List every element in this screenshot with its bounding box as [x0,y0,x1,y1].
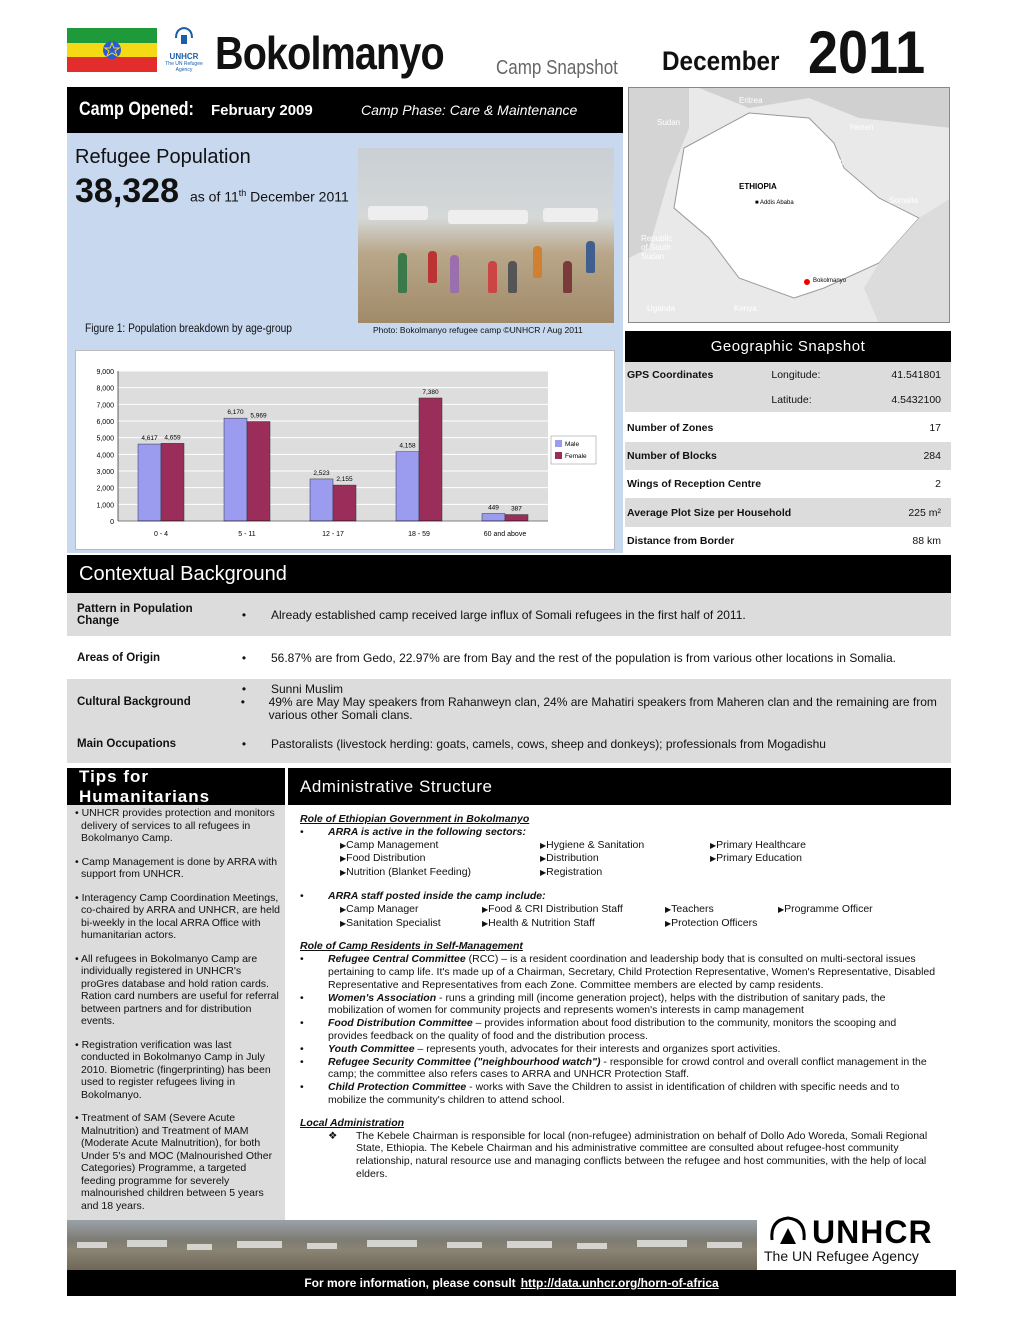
admin-residents-title: Role of Camp Residents in Self-Management [300,940,523,953]
chart-y-tick-label: 5,000 [96,435,114,443]
ethiopia-flag-icon [67,28,157,72]
unhcr-logo [760,1212,956,1272]
chart-bar-female [161,443,184,521]
arra-sector-item: ▶ Registration [540,866,710,880]
arra-staff-item: ▶ Protection Officers [665,917,778,931]
population-chart-svg [76,351,614,549]
resident-committee-text: (RCC) – is a resident coordination and leadership body that is consulted on multi-sectoral issues pertaining to camp life. It's made up of a Chairman, Secretary, Child Protection Representative, Women's Representative, Disabled Representative and Representatives from each Zone. Committee members are elected by camp residents. [328,953,936,991]
arra-staff-item: ▶ Teachers [665,903,778,917]
report-month: December [662,46,780,76]
geo-row-label: Wings of Reception Centre [627,478,762,490]
chart-x-tick-label: 0 - 4 [153,531,169,538]
map-label-uganda: Uganda [647,304,676,313]
geo-row-wings [625,470,951,498]
chart-bar-female [333,485,356,521]
resident-committee-text: – represents youth, advocates for their interests and organizes sport activities. [414,1042,781,1055]
tip-item: • UNHCR provides protection and monitors delivery of services to all refugees in Bokolmanyo Camp. [75,807,275,844]
chart-y-tick-label: 1,000 [96,502,114,510]
context-row-occupations: Main Occupations • Pastoralists (livestock herding: goats, camels, cows, sheep and donkeys); professionals from Mogadishu [67,725,951,763]
geo-row-label: Number of Blocks [627,450,717,462]
admin-structure-title: Administrative Structure [288,768,951,805]
chart-data-label: 5,969 [250,412,267,420]
geo-latitude-label: Latitude: [771,393,812,406]
geo-gps-label: GPS Coordinates [627,368,714,381]
context-row-label: Cultural Background [77,695,191,708]
resident-committee-text: - responsible for crowd control and overall conflict management in the camp; the committee also refers cases to ARRA and UNHCR Protection Staff. [328,1055,927,1081]
contextual-background-title: Contextual Background [67,555,951,593]
map-label-kenya: Kenya [734,304,757,313]
geo-longitude-value: 41.541801 [891,368,941,381]
unhcr-small-tagline: The UN Refugee Agency [165,61,203,73]
admin-local-title: Local Administration [300,1116,405,1129]
map-label-eritrea: Eritrea [739,96,763,105]
chart-data-label: 449 [488,504,499,512]
map-label-djibouti: Djibouti [817,158,844,167]
resident-committee-name: Child Protection Committee [328,1081,467,1094]
resident-committee-name: Youth Committee [328,1042,415,1055]
chart-y-tick-label: 0 [110,519,114,526]
map-label-camp: Bokolmanyo [813,278,847,284]
chart-bar-male [396,452,419,521]
context-row-item: Sunni Muslim [271,681,344,696]
arra-staff-item: ▶ Health & Nutrition Staff [482,917,665,931]
geo-row-longitude [625,362,951,387]
arra-staff-item: ▶ Camp Manager [340,903,482,917]
chart-x-tick-label: 12 - 17 [322,531,344,538]
arra-sector-item: ▶ Distribution [540,852,710,866]
arra-sector-item: ▶ Hygiene & Sanitation [540,839,710,853]
arra-staff-title: ARRA staff posted inside the camp include: [328,889,546,902]
unhcr-hands-icon [173,26,195,50]
chart-data-label: 4,659 [164,434,181,442]
chart-y-tick-label: 9,000 [96,369,114,376]
arra-sector-item: ▶ Primary Healthcare [710,839,910,853]
arra-sector-item: ▶ Camp Management [340,839,540,853]
photo-caption: Photo: Bokolmanyo refugee camp ©UNHCR / Aug 2011 [373,325,583,335]
admin-local-text: The Kebele Chairman is responsible for local (non-refugee) administration on behalf of Dollo Ado Woreda, Somali Regional State, Ethiopia. The Kebele Chairman and his administrative committee are consulted about refugee-host community relationship, natural resource use and managing conflicts between the refugee and host communities, with the help of local elders. [356,1129,928,1180]
geo-row-label: Average Plot Size per Household [627,506,792,519]
map-label-sudan: Sudan [657,118,681,127]
chart-x-tick-label: 5 - 11 [238,531,256,538]
chart-bar-male [224,418,247,521]
unhcr-logo-text: UNHCR [812,1214,933,1250]
geo-row-zones [625,414,951,442]
camp-photo [358,148,614,323]
tips-title: Tips for Humanitarians [67,768,285,805]
chart-legend-label: Male [565,441,580,448]
snapshot-label: Camp Snapshot [496,57,618,79]
tip-item: • All refugees in Bokolmanyo Camp are individually registered in UNHCR's proGres database and hold ration cards. Ration card numbers are useful for referral between partners and for distribution events. [75,952,279,1027]
map-label-ethiopia: ETHIOPIA [739,182,777,191]
chart-data-label: 4,158 [399,442,416,450]
chart-data-label: 6,170 [227,409,244,417]
arra-staff-item: ▶ Food & CRI Distribution Staff [482,903,665,917]
chart-y-tick-label: 3,000 [96,469,114,476]
population-number: 38,328 [75,172,179,210]
context-row-item: Pastoralists (livestock herding: goats, camels, cows, sheep and donkeys); professionals from Mogadishu [271,737,826,751]
population-as-of: as of 11th December 2011 [190,188,349,205]
camp-panorama-photo [67,1220,757,1270]
geo-row-value: 284 [923,450,941,462]
geo-row-label: Number of Zones [627,422,714,434]
camp-name: Bokolmanyo [215,27,444,79]
chart-bar-female [505,515,528,521]
chart-y-tick-label: 8,000 [96,385,114,393]
map-label-somalia: Somalia [889,196,918,205]
chart-bar-male [310,479,333,521]
footer-info-bar [67,1270,956,1296]
chart-legend-swatch [555,440,562,447]
resident-committee-name: Food Distribution Committee [328,1017,473,1030]
geo-row-label: Distance from Border [627,535,735,547]
unhcr-logo-tagline: The UN Refugee Agency [764,1248,919,1264]
resident-committee-name: Refugee Central Committee [328,953,466,966]
arra-sectors-list [300,839,937,880]
chart-legend-label: Female [565,453,587,460]
camp-phase: Camp Phase: Care & Maintenance [361,102,578,118]
arra-staff-item: ▶ Sanitation Specialist [340,917,482,931]
footer-info-link[interactable]: http://data.unhcr.org/horn-of-africa [520,1276,719,1290]
tips-list [67,805,285,1220]
resident-committee-text: – provides information about food distribution to the community, monitors the scooping and provides feedback on the quality of food and the distribution process. [328,1017,897,1042]
geo-snapshot-title: Geographic Snapshot [625,331,951,362]
chart-x-tick-label: 60 and above [483,531,527,538]
chart-bar-male [482,514,505,521]
tip-item: • Treatment of SAM (Severe Acute Malnutrition) and Treatment of MAM (Moderate Acute Malnutrition), for both Under 5's and MOC (Malnourished Other Categories) Programme, a targeted feeding programme for severely malnourished children between 5 years and 18 years. [75,1112,273,1212]
chart-y-tick-label: 7,000 [96,402,114,410]
resident-committee-name: Refugee Security Committee ("neighbourhood watch") [328,1055,601,1068]
admin-gov-title: Role of Ethiopian Government in Bokolmanyo [300,813,530,825]
population-chart [75,350,615,550]
chart-data-label: 4,617 [141,435,158,443]
chart-data-label: 7,380 [422,389,439,396]
tip-item: • Registration verification was last conducted in Bokolmanyo Camp in July 2010. Biometric (fingerprinting) has been used to register refugees living in Bokolmanyo. [75,1038,271,1101]
figure-caption: Figure 1: Population breakdown by age-group [85,321,292,335]
geo-row-value: 225 m² [908,506,941,519]
map-label-yemen: Yemen [849,123,874,132]
chart-x-tick-label: 18 - 59 [408,531,430,538]
footer-info-text: For more information, please consult [304,1276,516,1290]
camp-opened-label: Camp Opened: [79,99,194,120]
arra-sector-item: ▶ Food Distribution [340,852,540,866]
geo-latitude-value: 4.5432100 [891,393,941,406]
chart-bar-female [419,398,442,521]
geo-row-distance [625,527,951,555]
unhcr-small-text: UNHCR [169,52,199,61]
context-row-culture: Cultural Background • Sunni Muslim • 49% are May May speakers from Rahanweyn clan, 24% are Mahatiri speakers from Maheren clan and the remaining are from various other Somali clans. [67,679,951,725]
context-row-label: Areas of Origin [77,652,161,664]
admin-structure: Role of Ethiopian Government in Bokolmanyo • ARRA is active in the following sectors: ▶ Camp Management ▶ Hygiene & Sanitation ▶ Primary Healthcare ▶ Food Distribution ▶ Distribution ▶ Primary Education ▶ Nutrition (Blanket Feeding) ▶ Registration • ARRA staff posted inside the camp include: ▶ Camp Manager ▶ Food & CRI Distribution Staff ▶ Teachers ▶ Programme Officer ▶ Sanitation Specialist ▶ Health & Nutrition Staff ▶ Protection Officers Role of Camp Residents in Self-Management • Refugee Central Committee (RCC) – is a resident coordination and leadership body that is consulted on multi-sectoral issues pertaining to camp life. It's made up of a Chairman, Secretary, Child Protection Representative, Women's Representative, Disabled Representative and Representatives from each Zone. Committee members are elected by camp residents. • Women's Association - runs a grinding mill (income generation project), helps with the distribution of sanitary pads, the mobilization of women for community projects and represents women's interests in camp management • Food Distribution Committee – provides information about food distribution to the community, monitors the scooping and provides feedback on the quality of food and the distribution process. • Youth Committee – represents youth, advocates for their interests and organizes sport activities. • Refugee Security Committee ("neighbourhood watch") - responsible for crowd control and overall conflict management in the camp; the committee also refers cases to ARRA and UNHCR Protection Staff. • Child Protection Committee - works with Save the Children to assist in identification of children with specific needs and to mobilize the community's children to attend school. Local Administration ❖ The Kebele Chairman is responsible for local (non-refugee) administration on behalf of Dollo Ado Woreda, Somali Regional State, Ethiopia. The Kebele Chairman and his administrative committee are consulted about refugee-host community relationship, natural resource use and managing conflicts between the refugee and host communities, with the help of local elders. [288,805,951,1220]
map-label-capital: ■ Addis Ababa [755,200,794,206]
arra-sectors-title: ARRA is active in the following sectors: [328,825,526,838]
context-row-label: Pattern in Population Change [77,602,193,627]
geo-row-latitude [625,387,951,412]
chart-data-label: 2,155 [336,476,353,484]
geo-row-value: 2 [935,478,941,490]
chart-data-label: 387 [511,505,522,513]
context-row-item: Already established camp received large influx of Somali refugees in the first half of 2011. [271,607,746,622]
unhcr-small-logo [162,26,206,76]
chart-bar-female [247,422,270,521]
map-label-south-sudan: Republic of South Sudan [641,234,673,261]
arra-staff-list [300,903,937,931]
geo-row-blocks [625,442,951,470]
resident-committee-text: - runs a grinding mill (income generation project), helps with the distribution of sanitary pads, the mobilization of women for community projects and represents women's interests in camp management [328,991,886,1017]
geo-row-plot-size [625,498,951,527]
geo-longitude-label: Longitude: [771,368,821,381]
context-row-population-change: Pattern in Population Change • Already established camp received large influx of Somali refugees in the first half of 2011. [67,593,951,636]
context-row-label: Main Occupations [77,738,177,750]
chart-bar-male [138,444,161,521]
location-map [628,87,950,323]
resident-committee-text: - works with Save the Children to assist in identification of children with specific needs and to mobilize the community's children to attend school. [328,1081,900,1106]
chart-data-label: 2,523 [313,469,330,477]
chart-y-tick-label: 6,000 [96,419,114,426]
camp-opened-value: February 2009 [211,101,313,119]
resident-committee-name: Women's Association [328,991,437,1004]
population-label: Refugee Population [75,146,251,168]
chart-y-tick-label: 2,000 [96,485,114,493]
geo-row-value: 17 [929,422,941,434]
camp-opened-bar [67,87,623,133]
chart-y-tick-label: 4,000 [96,452,114,460]
context-row-origin: Areas of Origin • 56.87% are from Gedo, 22.97% are from Bay and the rest of the population is from various other locations in Somalia. [67,637,951,679]
arra-sector-item: ▶ Nutrition (Blanket Feeding) [340,866,540,880]
context-row-item: 56.87% are from Gedo, 22.97% are from Bay and the rest of the population is from various other locations in Somalia. [271,651,897,665]
chart-legend-swatch [555,452,562,459]
context-row-item: 49% are May May speakers from Rahanweyn clan, 24% are Mahatiri speakers from Maheren clan and the remaining are from various other Somali clans. [268,694,937,722]
arra-staff-item: ▶ Programme Officer [778,903,908,917]
unhcr-emblem-icon [766,1214,810,1250]
tip-item: • Camp Management is done by ARRA with support from UNHCR. [75,855,278,880]
tip-item: • Interagency Camp Coordination Meetings, co-chaired by ARRA and UNHCR, are held bi-weekly in the local ARRA Office with humanitarian actors. [75,891,281,941]
report-year: 2011 [808,19,926,86]
arra-sector-item: ▶ Primary Education [710,852,910,866]
geo-row-value: 88 km [912,535,941,547]
